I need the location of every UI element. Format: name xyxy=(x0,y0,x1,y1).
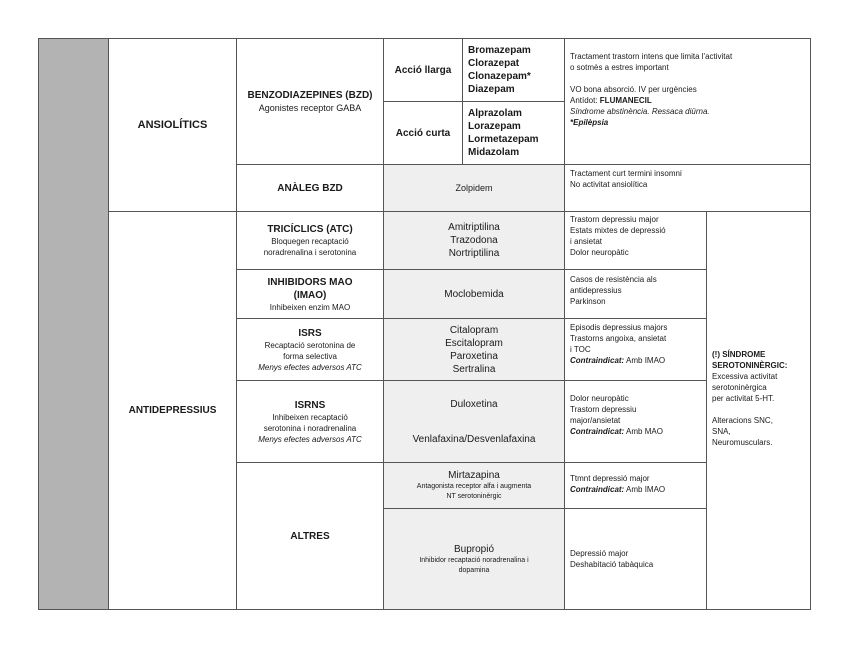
isrs-note-line: Trastorns angoixa, ansietat xyxy=(570,334,667,343)
bzd-note-line: Síndrome abstinència. Ressaca diürna. xyxy=(570,107,710,116)
bzd-subtitle: Agonistes receptor GABA xyxy=(258,103,362,113)
altres-label: ALTRES xyxy=(290,530,330,542)
isrs-title: ISRS xyxy=(298,327,322,339)
drug-item: Venlafaxina/Desvenlafaxina xyxy=(412,433,536,445)
isrs-contraindicat xyxy=(570,355,706,366)
bzd-note-line: VO bona absorció. IV per urgències xyxy=(570,85,697,94)
mirtazapina-contra-value: Amb IMAO xyxy=(624,485,666,494)
class-isrs xyxy=(236,318,384,381)
isrs-contra-label: Contraindicat: xyxy=(570,356,625,365)
isrns-drugs xyxy=(383,380,565,463)
isrns-note-line: major/ansietat xyxy=(570,416,621,425)
atc-desc-line: noradrenalina i serotonina xyxy=(263,248,357,257)
bupropio-desc-line: Inhibidor recaptació noradrenalina i xyxy=(419,556,529,564)
isrns-note-line: Trastorn depressiu xyxy=(570,405,637,414)
sindrome-desc-line: Excessiva activitat xyxy=(712,372,778,381)
bupropio-notes xyxy=(564,508,707,610)
imao-note-line: Casos de resistència als xyxy=(570,275,657,284)
mirtazapina-contraindicat xyxy=(570,484,706,495)
drug-item: Lormetazepam xyxy=(468,134,539,145)
drug-item: Sertralina xyxy=(452,363,496,375)
drug-item: Clonazepam* xyxy=(468,71,531,82)
drug-item: Trazodona xyxy=(450,235,498,246)
mirtazapina-note: Ttmnt depressió major xyxy=(570,474,650,483)
atc-notes xyxy=(564,211,707,270)
bzd-note-line: o sotmès a estres important xyxy=(570,63,669,72)
accio-llarga-label: Acció llarga xyxy=(394,64,452,76)
bzd-antidot xyxy=(570,95,810,106)
bzd-antidot-value: FLUMANECIL xyxy=(599,96,652,105)
drug-item: Lorazepam xyxy=(468,121,521,132)
class-altres xyxy=(236,462,384,610)
mirtazapina-desc-line: Antagonista receptor alfa i augmenta xyxy=(416,483,532,490)
isrns-desc-line: Inhibeixen recaptació xyxy=(272,412,348,422)
imao-notes xyxy=(564,269,707,319)
imao-drug-cell xyxy=(383,269,565,319)
isrs-contra-value: Amb IMAO xyxy=(624,356,666,365)
isrs-desc-italic: Menys efectes adversos ATC xyxy=(258,362,362,372)
bzd-notes xyxy=(564,38,811,165)
drug-item: Paroxetina xyxy=(450,350,498,362)
mirtazapina-name: Mirtazapina xyxy=(448,470,500,481)
mirtazapina-contra-label: Contraindicat: xyxy=(570,485,625,494)
sindrome-title: SEROTONINÈRGIC: xyxy=(712,361,788,370)
drug-item: Escitalopram xyxy=(445,337,503,349)
accio-llarga-drugs xyxy=(462,38,565,102)
bzd-title: BENZODIAZEPINES (BZD) xyxy=(247,90,373,101)
analeg-note-line: No activitat ansiolítica xyxy=(570,180,648,189)
sindrome-title: (!) SÍNDROME xyxy=(712,350,766,359)
bupropio-desc-line: dopamina xyxy=(458,566,490,574)
accio-curta-label: Acció curta xyxy=(395,127,451,139)
atc-title: TRICÍCLICS (ATC) xyxy=(267,224,353,235)
sindrome-alter-line: Neuromusculars. xyxy=(712,438,773,447)
isrns-note-line: Dolor neuropàtic xyxy=(570,394,629,403)
sindrome-serotoninergic xyxy=(706,211,811,610)
isrns-desc-italic: Menys efectes adversos ATC xyxy=(258,434,362,444)
category-antidepressius xyxy=(108,211,237,610)
isrns-title: ISRNS xyxy=(294,399,326,411)
bupropio-note-line: Deshabitació tabàquica xyxy=(570,560,654,569)
accio-curta-label-cell xyxy=(383,101,463,165)
atc-drugs xyxy=(383,211,565,270)
mirtazapina-cell xyxy=(383,462,565,509)
imao-desc: Inhibeixen enzim MAO xyxy=(269,302,351,312)
atc-note-line: Dolor neuropàtic xyxy=(570,248,629,257)
bzd-note-line: *Epilèpsia xyxy=(570,118,609,127)
analeg-drug: Zolpidem xyxy=(455,183,493,193)
class-isrns xyxy=(236,380,384,463)
bupropio-name: Bupropió xyxy=(453,543,495,555)
sindrome-desc-line: serotoninèrgica xyxy=(712,383,767,392)
drug-item: Diazepam xyxy=(468,84,515,95)
category-antidepressius-label: ANTIDEPRESSIUS xyxy=(128,405,217,416)
analeg-note-line: Tractament curt termini insomni xyxy=(570,169,682,178)
class-bzd xyxy=(236,38,384,165)
bupropio-note-line: Depressió major xyxy=(570,549,629,558)
drug-item: Duloxetina xyxy=(450,398,498,410)
mirtazapina-desc-line: NT serotoninèrgic xyxy=(446,493,502,500)
atc-note-line: Trastorn depressiu major xyxy=(570,215,659,224)
category-ansiolitics xyxy=(108,38,237,212)
drug-item: Clorazepat xyxy=(468,58,520,69)
isrns-notes xyxy=(564,380,707,463)
imao-drug: Moclobemida xyxy=(444,288,504,300)
sindrome-alter-line: Alteracions SNC, xyxy=(712,416,773,425)
accio-curta-drugs xyxy=(462,101,565,165)
atc-note-line: i ansietat xyxy=(570,237,603,246)
isrs-desc-line: forma selectiva xyxy=(283,351,337,361)
bzd-note-line: Tractament trastorn intens que limita l'activitat xyxy=(570,52,733,61)
sindrome-alter-line: SNA, xyxy=(712,427,731,436)
imao-title: (IMAO) xyxy=(293,289,327,301)
isrs-drugs xyxy=(383,318,565,381)
atc-note-line: Estats mixtes de depressió xyxy=(570,226,666,235)
isrs-desc-line: Recaptació serotonina de xyxy=(264,340,356,350)
left-grey-band xyxy=(38,38,109,610)
isrns-contra-label: Contraindicat: xyxy=(570,427,625,436)
drug-item: Amitriptilina xyxy=(448,222,500,233)
mirtazapina-notes xyxy=(564,462,707,509)
class-imao xyxy=(236,269,384,319)
analeg-notes xyxy=(564,164,811,212)
class-analeg-bzd xyxy=(236,164,384,212)
drug-item: Bromazepam xyxy=(468,45,531,56)
category-ansiolitics-label: ANSIOLÍTICS xyxy=(137,119,208,131)
isrs-notes xyxy=(564,318,707,381)
accio-llarga-label-cell xyxy=(383,38,463,102)
isrns-desc-line: serotonina i noradrenalina xyxy=(263,423,357,433)
isrns-contra-value: Amb MAO xyxy=(624,427,663,436)
drug-item: Midazolam xyxy=(468,147,520,158)
isrs-note-line: Episodis depressius majors xyxy=(570,323,668,332)
atc-desc-line: Bloquegen recaptació xyxy=(271,237,349,246)
isrns-contraindicat xyxy=(570,426,706,437)
sindrome-desc-line: per activitat 5-HT. xyxy=(712,394,775,403)
imao-note-line: antidepressius xyxy=(570,286,622,295)
imao-title: INHIBIDORS MAO xyxy=(267,276,353,288)
class-atc xyxy=(236,211,384,270)
drug-item: Alprazolam xyxy=(468,108,522,119)
analeg-bzd-label: ANÀLEG BZD xyxy=(277,182,343,194)
analeg-drug-cell xyxy=(383,164,565,212)
isrs-note-line: i TOC xyxy=(570,345,591,354)
bzd-antidot-label: Antídot: xyxy=(570,96,600,105)
drug-item: Citalopram xyxy=(449,324,499,336)
drug-item: Nortriptilina xyxy=(448,248,500,259)
bupropio-cell xyxy=(383,508,565,610)
imao-note-line: Parkinson xyxy=(570,297,606,306)
